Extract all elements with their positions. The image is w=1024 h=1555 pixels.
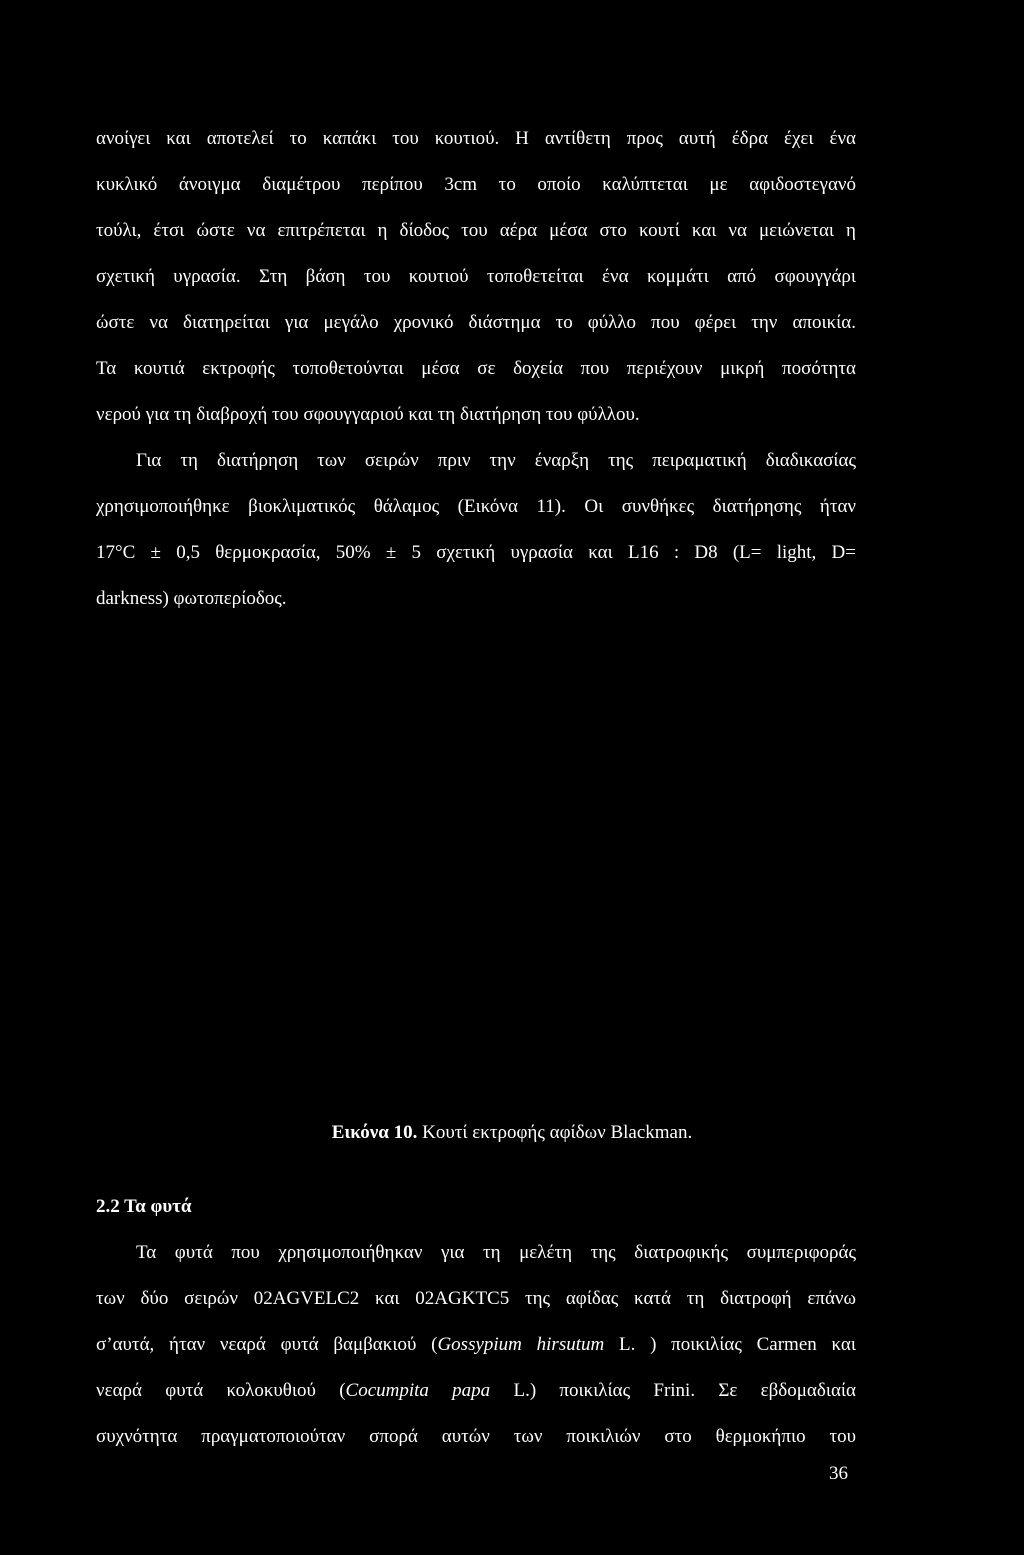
body-line-7: νερού για τη διαβροχή του σφουγγαριού και τη διατήρηση του φύλλου. bbox=[96, 404, 640, 425]
body-line-2: κυκλικό άνοιγμα διαμέτρου περίπου 3cm το οποίο καλύπτεται με αφιδοστεγανό bbox=[96, 174, 856, 195]
figure-placeholder bbox=[96, 640, 856, 1100]
section-line-4-a: νεαρά φυτά κολοκυθιού ( bbox=[96, 1380, 346, 1401]
section-line-1: Τα φυτά που χρησιμοποιήθηκαν για τη μελέτη της διατροφικής συμπεριφοράς bbox=[136, 1242, 856, 1263]
body-line-4: σχετική υγρασία. Στη βάση του κουτιού τοποθετείται ένα κομμάτι από σφουγγάρι bbox=[96, 266, 856, 287]
section-line-3-a: σ’αυτά, ήταν νεαρά φυτά βαμβακιού ( bbox=[96, 1334, 438, 1355]
section-line-2: των δύο σειρών 02AGVELC2 και 02AGKTC5 της αφίδας κατά τη διατροφή επάνω bbox=[96, 1288, 856, 1309]
body-line-6: Τα κουτιά εκτροφής τοποθετούνται μέσα σε δοχεία που περιέχουν μικρή ποσότητα bbox=[96, 358, 856, 379]
body-line-10: 17°C ± 0,5 θερμοκρασία, 50% ± 5 σχετική υγρασία και L16 : D8 (L= light, D= bbox=[96, 542, 856, 563]
section-heading: 2.2 Τα φυτά bbox=[96, 1196, 192, 1217]
section-line-4-b: L.) ποικιλίας Frini. Σε εβδομαδιαία bbox=[490, 1380, 856, 1401]
body-line-3: τούλι, έτσι ώστε να επιτρέπεται η δίοδος του αέρα μέσα στο κουτί και να μειώνεται η bbox=[96, 220, 856, 241]
caption-text: Κουτί εκτροφής αφίδων Blackman. bbox=[417, 1122, 693, 1143]
caption-label: Εικόνα 10. bbox=[331, 1122, 418, 1143]
body-line-9: χρησιμοποιήθηκε βιοκλιματικός θάλαμος (Εικόνα 11). Οι συνθήκες διατήρησης ήταν bbox=[96, 496, 856, 517]
species-cocumpita: Cocumpita papa bbox=[345, 1380, 491, 1401]
section-line-5: συχνότητα πραγματοποιούταν σπορά αυτών των ποικιλιών στο θερμοκήπιο του bbox=[96, 1426, 856, 1447]
body-line-11: darkness) φωτοπερίοδος. bbox=[96, 588, 287, 609]
figure-caption bbox=[0, 1122, 1024, 1144]
section-line-3-b: L. ) ποικιλίας Carmen και bbox=[604, 1334, 856, 1355]
body-line-8: Για τη διατήρηση των σειρών πριν την έναρξη της πειραματική διαδικασίας bbox=[136, 450, 856, 471]
section-line-3 bbox=[96, 1334, 856, 1356]
body-line-5: ώστε να διατηρείται για μεγάλο χρονικό διάστημα το φύλλο που φέρει την αποικία. bbox=[96, 312, 856, 333]
section-line-4 bbox=[96, 1380, 856, 1402]
species-gossypium: Gossypium hirsutum bbox=[437, 1334, 605, 1355]
page-number: 36 bbox=[829, 1463, 848, 1484]
body-line-1: ανοίγει και αποτελεί το καπάκι του κουτιού. Η αντίθετη προς αυτή έδρα έχει ένα bbox=[96, 128, 856, 149]
